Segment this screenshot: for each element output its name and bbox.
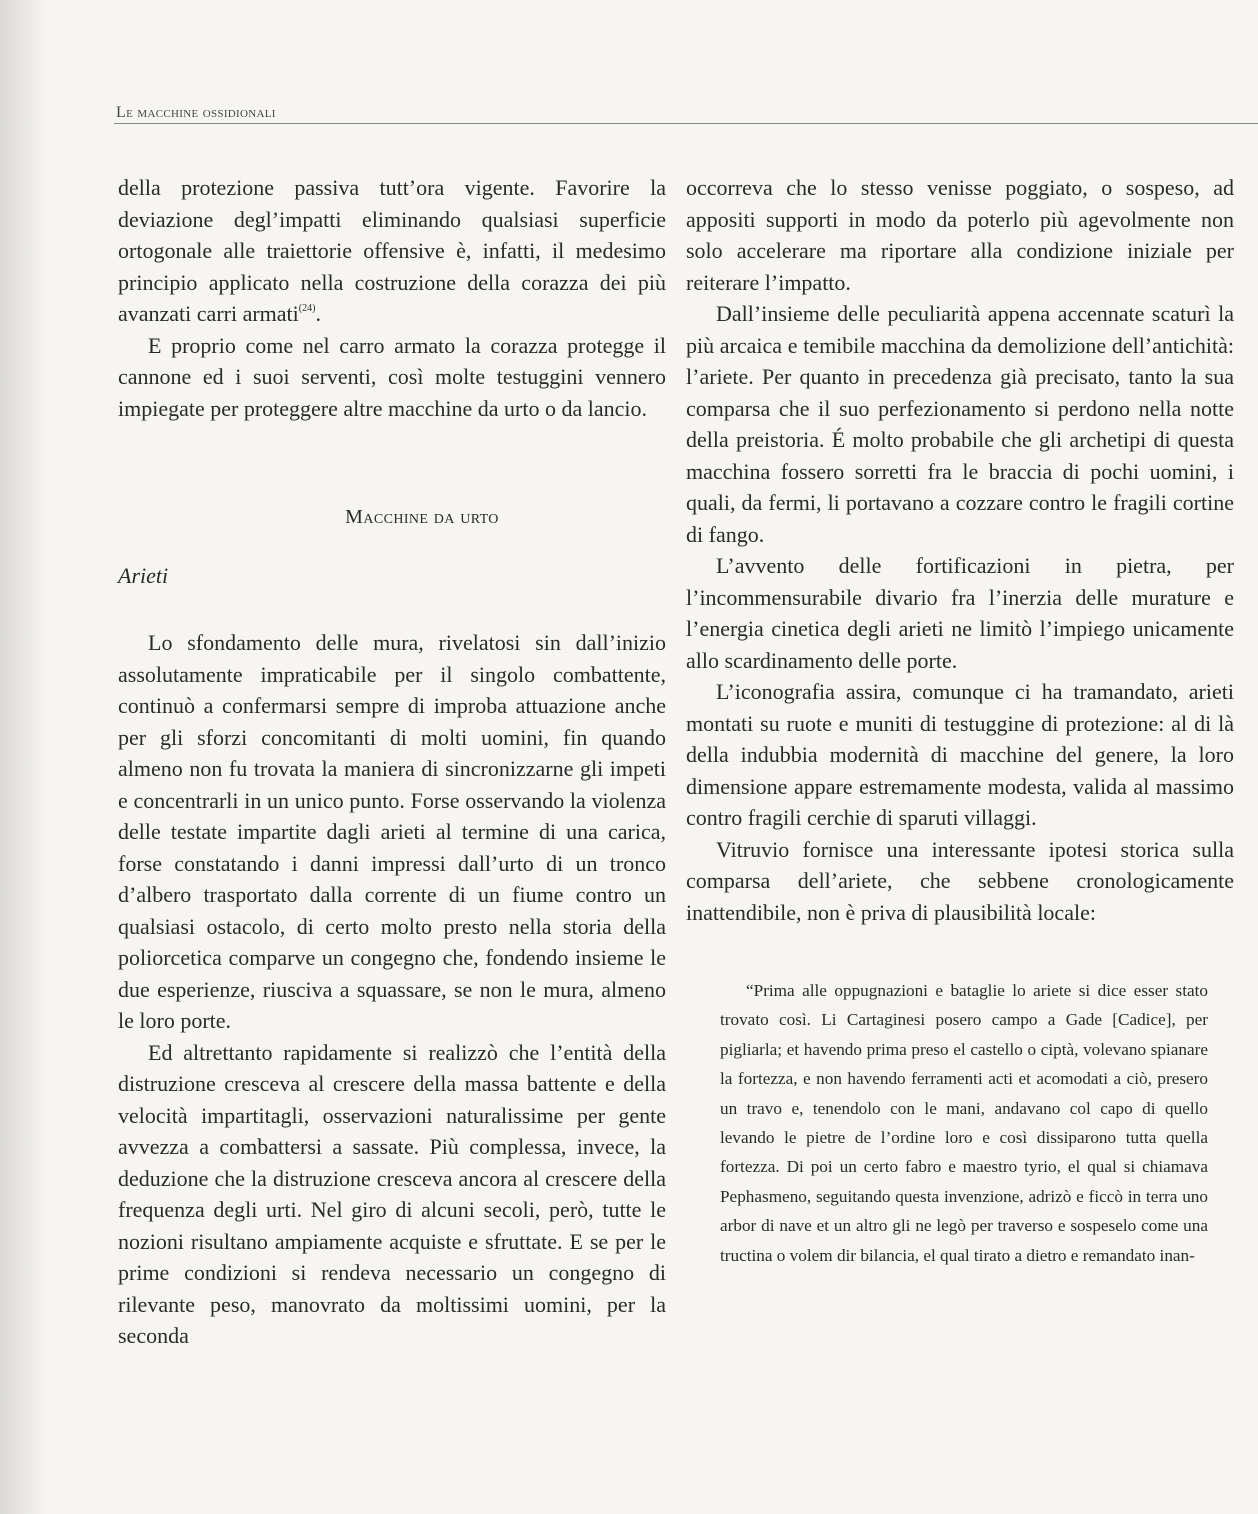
block-quote (686, 976, 1234, 1270)
paragraph: occorreva che lo stesso venisse poggiato, o sospeso, ad appositi supporti in modo da poterlo più agevolmente non solo accelerare ma riportare alla condizione iniziale per reiterare l’impatto. (686, 175, 1234, 295)
quote-text: “Prima alle oppugnazioni e bataglie lo ariete si dice esser stato trovato così. Li Cartaginesi posero campo a Gade [Cadice], per pigliarla; et havendo prima preso el castello o ciptà, volevano spianare la fortezza, e non havendo ferramenti acti et acomodati a ciò, presero un travo e, tenendolo con le mani, andavano col capo di quello levando le pietre de l’ordine loro e così dissiparono tutta quella fortezza. Di poi un certo fabro e maestro tyrio, el qual si chiamava Pephasmeno, seguitando questa invenzione, adrizò e ficcò in terra uno arbor di nave et un altro gli ne legò per traverso e sospeselo come una tructina o volem dir bilancia, el qual tirato a dietro e remandato inan- (720, 981, 1208, 1265)
paragraph: Lo sfondamento delle mura, rivelatosi sin dall’inizio assolutamente impraticabile per il singolo combattente, continuò a confermarsi sempre di improba attuazione anche per gli sforzi concomitanti di molti uomini, fin quando almeno non fu trovata la maniera di sincronizzarne gli impeti e concentrarli in un unico punto. Forse osservando la violenza delle testate impartite dagli arieti al termine di una carica, forse constatando i danni impressi dall’urto di un tronco d’albero trasportato dalla corrente di un fiume contro un qualsiasi ostacolo, di certo molto presto nella storia della poliorcetica comparve un congegno che, fondendo insieme le due esperienze, riusciva a squassare, se non le mura, almeno le loro porte. (118, 630, 666, 1033)
footnote-reference[interactable]: (24) (298, 303, 316, 314)
paragraph: L’iconografia assira, comunque ci ha tramandato, arieti montati su ruote e muniti di testuggine di protezione: al di là della indubbia modernità di macchine del genere, la loro dimensione appare estremamente modesta, valida al massimo contro fragili cerchie di sparuti villaggi. (686, 679, 1234, 830)
section-title: Macchine da urto (345, 506, 499, 528)
paragraph-end: . (315, 301, 321, 326)
paragraph (118, 172, 666, 330)
paragraph: Ed altrettanto rapidamente si realizzò che l’entità della distruzione cresceva al crescere della massa battente e della velocità impartitagli, osservazioni naturalissime per gente avvezza a combattersi a sassate. Più complessa, invece, la deduzione che la distruzione cresceva ancora al crescere della frequenza degli urti. Nel giro di alcuni secoli, però, tutte le nozioni risultano ampiamente acquiste e sfruttate. E se per le prime condizioni si rendeva necessario un congegno di rilevante peso, manovrato da moltissimi uomini, per la seconda (118, 1039, 666, 1348)
paragraph: E proprio come nel carro armato la corazza protegge il cannone ed i suoi serventi, così molte testuggini vennero impiegate per proteggere altre macchine da urto o da lancio. (118, 332, 666, 421)
running-header: Le macchine ossidionali (116, 104, 276, 121)
paragraph: Vitruvio fornisce una interessante ipotesi storica sulla comparsa dell’ariete, che sebbene cronologicamente inattendibile, non è priva di plausibilità locale: (686, 836, 1234, 925)
paragraph: Dall’insieme delle peculiarità appena accennate scaturì la più arcaica e temibile macchina da demolizione dell’antichità: l’ariete. Per quanto in precedenza già precisato, tanto la sua comparsa che il suo perfezionamento si perdono nella notte della preistoria. É molto probabile che gli archetipi di questa macchina fossero sorretti fra le braccia di pochi uomini, i quali, da fermi, li portavano a cozzare contro le fragili cortine di fango. (686, 301, 1234, 547)
binding-shadow (0, 0, 46, 1514)
paragraph: L’avvento delle fortificazioni in pietra, per l’incommensurabile divario fra l’inerzia delle murature e l’energia cinetica degli arieti ne limitò l’impiego unicamente allo scardinamento delle porte. (686, 553, 1234, 673)
right-column (686, 172, 1234, 1270)
paragraph-text: della protezione passiva tutt’ora vigente. Favorire la deviazione degl’impatti eliminando qualsiasi superficie ortogonale alle traiettorie offensive è, infatti, il medesimo principio applicato nella costruzione della corazza dei più avanzati carri armati (118, 175, 666, 326)
left-column (118, 172, 666, 1352)
subsection-title: Arieti (118, 562, 169, 588)
header-rule (114, 123, 1258, 124)
